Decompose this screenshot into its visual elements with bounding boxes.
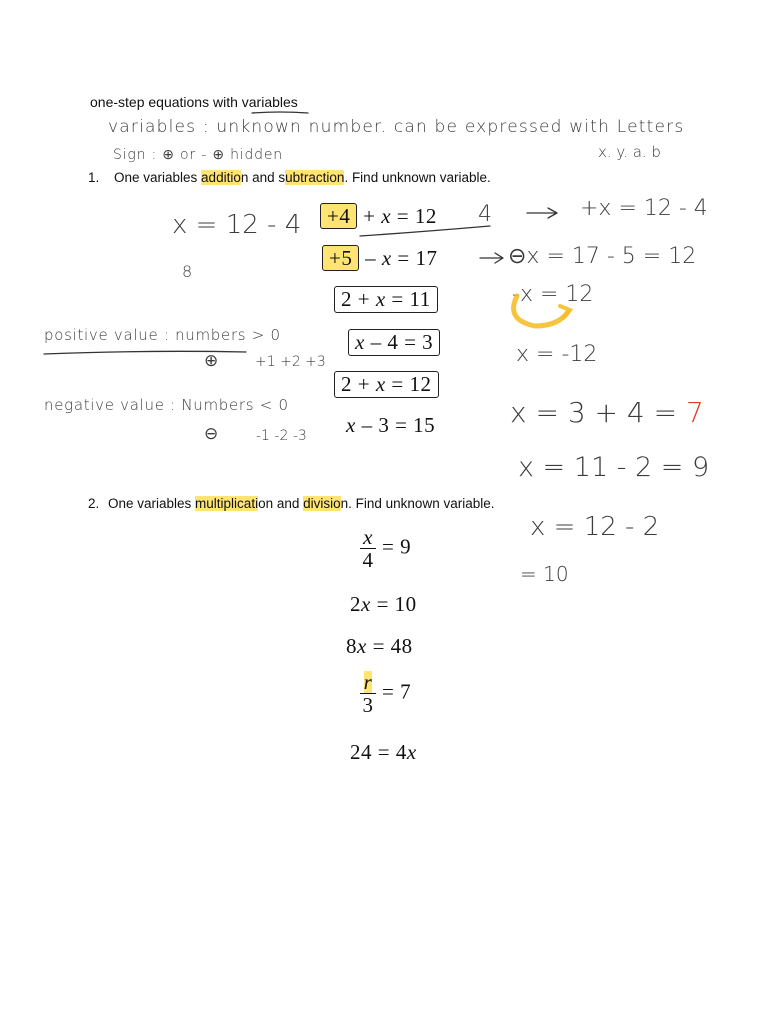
section2-highlight-division: divisio — [303, 496, 341, 511]
section2-text-b: on and — [258, 496, 304, 511]
eq1-operator: + — [357, 204, 382, 228]
equation-s2-2-var: x — [361, 592, 371, 616]
handwritten-answer-2: x = 11 - 2 = 9 — [518, 452, 710, 483]
equation-s2-4-rhs: = 7 — [382, 679, 412, 704]
eq5-rhs: = 12 — [385, 372, 432, 396]
equation-s2-2-coef: 2 — [350, 592, 361, 616]
section1-highlight-subtraction: ubtraction — [285, 170, 345, 185]
handwritten-left-work: x = 12 - 4 — [172, 210, 302, 240]
handwritten-definition: variables : unknown number. can be expressed with Letters — [108, 117, 685, 137]
eq4-variable: x — [355, 330, 365, 354]
answer-1-work: x = 3 + 4 = — [510, 396, 678, 429]
handwritten-x-negative: x = -12 — [516, 342, 598, 367]
page-title: one-step equations with variables — [90, 94, 298, 110]
eq3-term: 2 — [341, 287, 352, 311]
minus-circle-icon: ⊖ — [204, 424, 219, 444]
handwritten-positive-label: positive value : numbers > 0 — [44, 326, 281, 344]
answer-1-result: 7 — [686, 396, 704, 429]
equation-s2-1 — [360, 526, 411, 571]
eq2-boxed-term: +5 — [322, 245, 359, 271]
eq4-rhs: = 3 — [398, 330, 434, 354]
eq4-operator: – 4 — [364, 330, 399, 354]
eq6-rhs: = 15 — [389, 413, 436, 437]
eq2-variable: x — [381, 246, 392, 270]
eq3-operator: + — [352, 287, 376, 311]
handwritten-answer-3b: = 10 — [520, 562, 569, 586]
equation-s2-3-var: x — [357, 634, 367, 658]
eq5-variable: x — [375, 372, 386, 396]
fraction-1-denominator: 4 — [362, 548, 374, 572]
arrow-2-icon — [480, 253, 503, 263]
equation-s2-3-coef: 8 — [346, 634, 357, 658]
section1-highlight-addition: additio — [201, 170, 241, 185]
handwritten-eight: 8 — [182, 262, 193, 281]
section1-text-b: n and s — [240, 170, 286, 185]
section2-text-c: n. Find unknown variable. — [340, 496, 495, 511]
eq2-operator: – — [359, 246, 382, 270]
fraction-2-numerator: r — [363, 670, 373, 694]
handwritten-minus-x: -x = 12 — [512, 282, 594, 307]
fraction-x-over-4 — [360, 526, 376, 571]
fraction-r-over-3 — [360, 671, 376, 716]
equation-s2-3-rhs: = 48 — [366, 634, 413, 658]
eq5-term: 2 — [341, 372, 352, 396]
handwritten-sign-note: Sign : ⊕ or - ⊕ hidden — [113, 147, 283, 163]
equation-s2-2-rhs: = 10 — [370, 592, 417, 616]
eq1-boxed-term: +4 — [320, 203, 357, 229]
equation-s2-5-var: x — [406, 740, 417, 764]
section1-text-a: One variables — [114, 170, 202, 185]
handwritten-answer-3: x = 12 - 2 — [530, 512, 660, 542]
section2-text-a: One variables — [108, 496, 196, 511]
eq5-operator: + — [352, 372, 376, 396]
eq1-rhs: = 12 — [391, 204, 437, 228]
eq3-rhs: = 11 — [385, 287, 431, 311]
section2-number: 2. — [88, 496, 100, 511]
eq6-operator: – 3 — [355, 413, 390, 437]
connector-line — [360, 226, 490, 236]
handwritten-arrow-work-1: +x = 12 - 4 — [580, 196, 708, 221]
section2-highlight-multiplication: multiplicati — [195, 496, 259, 511]
fraction-1-numerator: x — [363, 525, 373, 549]
handwritten-negative-examples: -1 -2 -3 — [256, 428, 307, 444]
handwritten-negative-label: negative value : Numbers < 0 — [44, 396, 289, 414]
eq3-variable: x — [375, 287, 386, 311]
handwritten-answer-1 — [510, 396, 704, 429]
arrow-1-icon — [527, 208, 557, 218]
section2-heading — [88, 496, 494, 511]
equation-s2-2 — [350, 592, 417, 617]
handwritten-arrow-work-2: ⊖x = 17 - 5 = 12 — [508, 244, 697, 269]
section1-number: 1. — [88, 170, 100, 185]
equation-s2-4 — [360, 671, 411, 716]
handwritten-four: 4 — [478, 202, 492, 227]
eq6-variable: x — [346, 413, 356, 437]
equation-s2-5-lhs: 24 = 4 — [350, 740, 407, 764]
equation-s2-3 — [346, 634, 413, 659]
plus-circle-icon: ⊕ — [204, 351, 219, 371]
curved-arrow-icon — [514, 296, 568, 326]
handwritten-letters: x. y. a. b — [598, 143, 661, 161]
equation-s2-5 — [350, 740, 417, 765]
section1-text-c: . Find unknown variable. — [344, 170, 491, 185]
eq2-rhs: = 17 — [391, 246, 438, 270]
fraction-2-denominator: 3 — [362, 693, 374, 717]
handwritten-positive-examples: +1 +2 +3 — [255, 354, 326, 370]
equation-s2-1-rhs: = 9 — [382, 534, 412, 559]
eq1-variable: x — [381, 204, 392, 228]
